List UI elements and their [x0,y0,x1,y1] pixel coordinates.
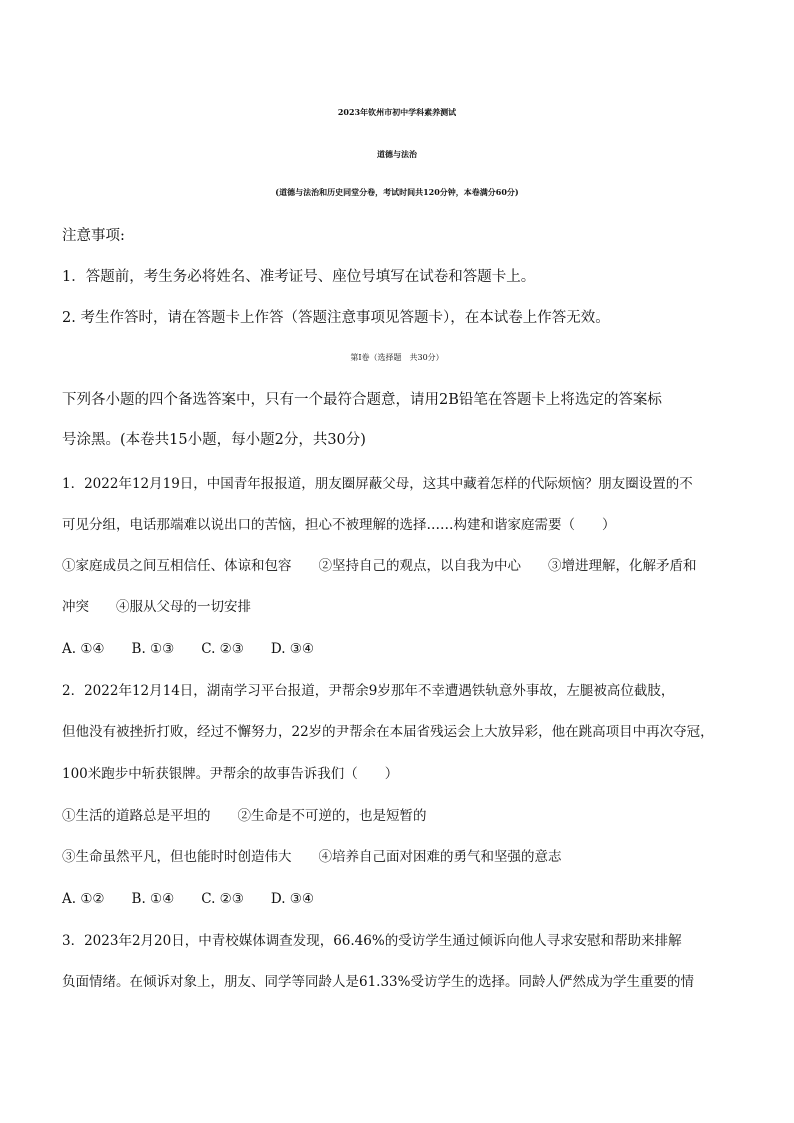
q1-stem-line-1: 1．2022年12月19日，中国青年报报道，朋友圈屏蔽父母，这其中藏着怎样的代际烦恼？朋友圈设置的不 [62,476,693,492]
q2-answer-choices: A. ①② B. ①④ C. ②③ D. ③④ [62,891,315,907]
section-title: 第Ⅰ卷（选择题 共30分） [350,353,444,362]
q2-options-line-1: ①生活的道路总是平坦的 ②生命是不可逆的，也是短暂的 [62,808,427,824]
subject-title: 道德与法治 [377,149,417,159]
q2-stem-line-3: 100米跑步中斩获银牌。尹帮余的故事告诉我们（ ） [62,766,399,782]
exam-title: 2023年钦州市初中学科素养测试 [337,107,457,117]
q2-stem-line-2: 但他没有被挫折打败，经过不懈努力，22岁的尹帮余在本届省残运会上大放异彩，他在跳高项目中再次夺冠， [62,724,714,740]
q2-stem-line-1: 2．2022年12月14日，湖南学习平台报道，尹帮余9岁那年不幸遭遇铁轨意外事故，左腿被高位截肢， [62,683,675,699]
section-instructions-line-2: 号涂黑。(本卷共15小题，每小题2分，共30分) [62,432,366,448]
q2-options-line-2: ③生命虽然平凡，但也能时时创造伟大 ④培养自己面对困难的勇气和坚强的意志 [62,849,562,865]
q3-stem-line-2: 负面情绪。在倾诉对象上，朋友、同学等同龄人是61.33%受访学生的选择。同龄人俨然成为学生重要的情 [62,974,694,990]
q1-options-line-2: 冲突 ④服从父母的一切安排 [62,599,251,615]
q1-stem-line-2: 可见分组，电话那端难以说出口的苦恼，担心不被理解的选择……构建和谐家庭需要（ ） [62,517,616,533]
notice-heading: 注意事项: [62,228,125,244]
notice-item-2: 2. 考生作答时，请在答题卡上作答（答题注意事项见答题卡），在本试卷上作答无效。 [62,310,610,326]
section-instructions-line-1: 下列各小题的四个备选答案中，只有一个最符合题意，请用2B铅笔在答题卡上将选定的答案标 [62,392,662,408]
exam-note: (道德与法治和历史同堂分卷，考试时间共120分钟，本卷满分60分) [275,187,519,197]
q1-options-line-1: ①家庭成员之间互相信任、体谅和包容 ②坚持自己的观点，以自我为中心 ③增进理解，化解矛盾和 [62,558,697,574]
q3-stem-line-1: 3．2023年2月20日，中青校媒体调查发现，66.46%的受访学生通过倾诉向他人寻求安慰和帮助来排解 [62,933,682,949]
notice-item-1: 1．答题前，考生务必将姓名、准考证号、座位号填写在试卷和答题卡上。 [62,269,536,285]
q1-answer-choices: A. ①④ B. ①③ C. ②③ D. ③④ [62,641,315,657]
